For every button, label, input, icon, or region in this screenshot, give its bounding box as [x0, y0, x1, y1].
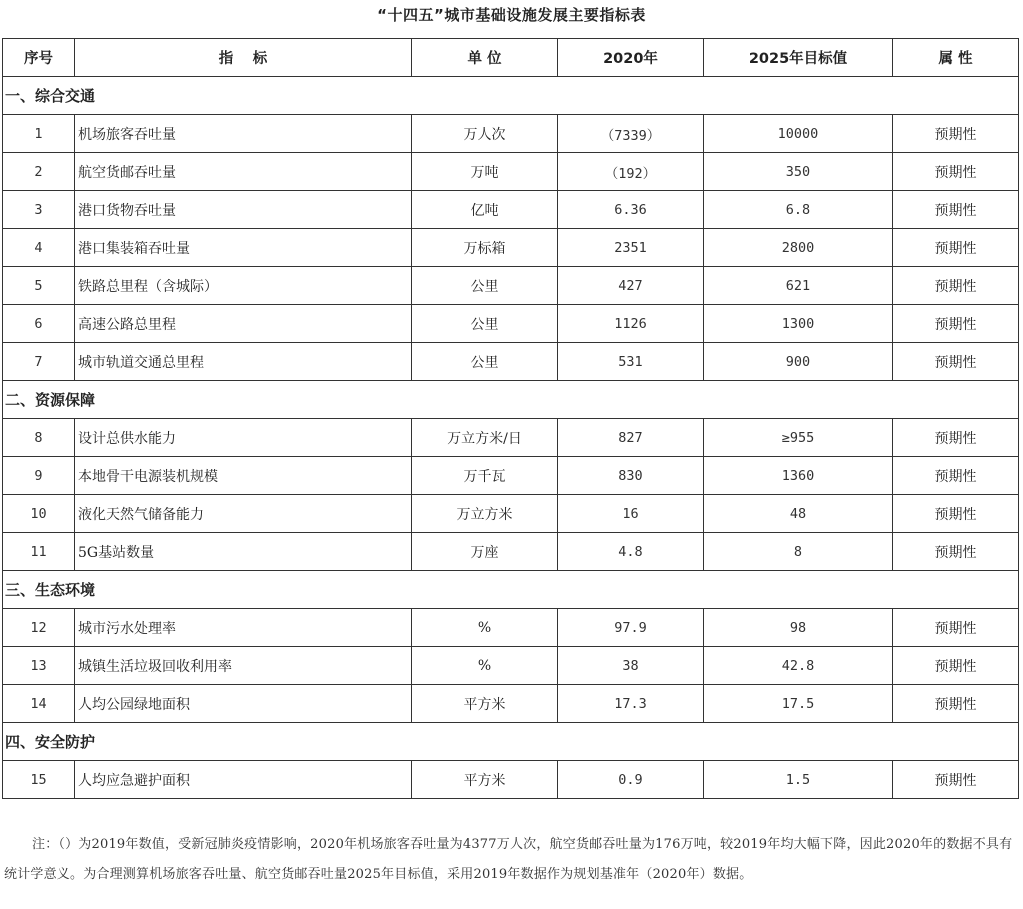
target-2025-cell: 1.5 [704, 761, 893, 799]
target-2025-cell: 350 [704, 153, 893, 191]
table-row [3, 647, 1019, 685]
unit-cell: 公里 [412, 267, 558, 305]
attribute-cell: 预期性 [893, 305, 1019, 343]
header-unit: 单 位 [412, 39, 558, 77]
unit-cell: 万吨 [412, 153, 558, 191]
unit-cell: 万座 [412, 533, 558, 571]
value-2020-cell: 16 [558, 495, 704, 533]
attribute-cell: 预期性 [893, 609, 1019, 647]
target-2025-cell: 10000 [704, 115, 893, 153]
table-row [3, 533, 1019, 571]
row-number-cell: 12 [3, 609, 75, 647]
table-row [3, 305, 1019, 343]
attribute-cell: 预期性 [893, 761, 1019, 799]
table-row [3, 153, 1019, 191]
indicator-name-cell: 机场旅客吞吐量 [75, 115, 412, 153]
target-2025-cell: 2800 [704, 229, 893, 267]
row-number-cell: 10 [3, 495, 75, 533]
table-header-row [3, 39, 1019, 77]
table-row [3, 115, 1019, 153]
target-2025-cell: 1300 [704, 305, 893, 343]
target-2025-cell: 621 [704, 267, 893, 305]
attribute-cell: 预期性 [893, 647, 1019, 685]
value-2020-cell: 427 [558, 267, 704, 305]
value-2020-cell: 531 [558, 343, 704, 381]
row-number-cell: 3 [3, 191, 75, 229]
value-2020-cell: （192） [558, 153, 704, 191]
indicator-name-cell: 城市轨道交通总里程 [75, 343, 412, 381]
attribute-cell: 预期性 [893, 457, 1019, 495]
value-2020-cell: 827 [558, 419, 704, 457]
indicator-name-cell: 液化天然气储备能力 [75, 495, 412, 533]
table-row [3, 609, 1019, 647]
table-row [3, 685, 1019, 723]
unit-cell: 万立方米 [412, 495, 558, 533]
attribute-cell: 预期性 [893, 495, 1019, 533]
value-2020-cell: 2351 [558, 229, 704, 267]
row-number-cell: 14 [3, 685, 75, 723]
table-row [3, 761, 1019, 799]
indicator-name-cell: 港口集装箱吞吐量 [75, 229, 412, 267]
attribute-cell: 预期性 [893, 267, 1019, 305]
indicator-name-cell: 人均应急避护面积 [75, 761, 412, 799]
table-row [3, 419, 1019, 457]
table-row [3, 457, 1019, 495]
header-indicator: 指 标 [75, 39, 412, 77]
value-2020-cell: 38 [558, 647, 704, 685]
unit-cell: 平方米 [412, 761, 558, 799]
row-number-cell: 7 [3, 343, 75, 381]
indicator-name-cell: 城市污水处理率 [75, 609, 412, 647]
unit-cell: 亿吨 [412, 191, 558, 229]
value-2020-cell: （7339） [558, 115, 704, 153]
target-2025-cell: ≥955 [704, 419, 893, 457]
section-row [3, 77, 1019, 115]
unit-cell: 万人次 [412, 115, 558, 153]
indicator-name-cell: 人均公园绿地面积 [75, 685, 412, 723]
indicator-table [2, 38, 1019, 799]
footnote: 注：（）为2019年数值，受新冠肺炎疫情影响，2020年机场旅客吞吐量为4377万人次，航空货邮吞吐量为176万吨，较2019年均大幅下降，因此2020年的数据不具有统计学意义。为合理测算机场旅客吞吐量、航空货邮吞吐量2025年目标值，采用2019年数据作为规划基准年（2020年）数据。 [4, 837, 1013, 882]
section-row [3, 723, 1019, 761]
indicator-name-cell: 高速公路总里程 [75, 305, 412, 343]
target-2025-cell: 98 [704, 609, 893, 647]
unit-cell: 公里 [412, 343, 558, 381]
row-number-cell: 4 [3, 229, 75, 267]
table-row [3, 343, 1019, 381]
unit-cell: 万千瓦 [412, 457, 558, 495]
header-2020: 2020年 [558, 39, 704, 77]
indicator-name-cell: 设计总供水能力 [75, 419, 412, 457]
attribute-cell: 预期性 [893, 419, 1019, 457]
row-number-cell: 13 [3, 647, 75, 685]
row-number-cell: 6 [3, 305, 75, 343]
indicator-name-cell: 5G基站数量 [75, 533, 412, 571]
section-row [3, 381, 1019, 419]
row-number-cell: 2 [3, 153, 75, 191]
target-2025-cell: 48 [704, 495, 893, 533]
row-number-cell: 5 [3, 267, 75, 305]
value-2020-cell: 0.9 [558, 761, 704, 799]
indicator-name-cell: 港口货物吞吐量 [75, 191, 412, 229]
indicator-name-cell: 航空货邮吞吐量 [75, 153, 412, 191]
section-title: 三、生态环境 [3, 571, 1019, 609]
target-2025-cell: 900 [704, 343, 893, 381]
attribute-cell: 预期性 [893, 229, 1019, 267]
header-attribute: 属 性 [893, 39, 1019, 77]
section-title: 一、综合交通 [3, 77, 1019, 115]
row-number-cell: 11 [3, 533, 75, 571]
table-body [3, 77, 1019, 799]
attribute-cell: 预期性 [893, 343, 1019, 381]
table-row [3, 495, 1019, 533]
row-number-cell: 15 [3, 761, 75, 799]
attribute-cell: 预期性 [893, 685, 1019, 723]
table-row [3, 229, 1019, 267]
header-seq: 序号 [3, 39, 75, 77]
value-2020-cell: 97.9 [558, 609, 704, 647]
value-2020-cell: 4.8 [558, 533, 704, 571]
target-2025-cell: 17.5 [704, 685, 893, 723]
unit-cell: 万标箱 [412, 229, 558, 267]
unit-cell: % [412, 609, 558, 647]
value-2020-cell: 17.3 [558, 685, 704, 723]
row-number-cell: 8 [3, 419, 75, 457]
unit-cell: % [412, 647, 558, 685]
section-title: 四、安全防护 [3, 723, 1019, 761]
attribute-cell: 预期性 [893, 115, 1019, 153]
page-title: “十四五”城市基础设施发展主要指标表 [377, 6, 646, 24]
attribute-cell: 预期性 [893, 191, 1019, 229]
header-target: 2025年目标值 [704, 39, 893, 77]
unit-cell: 万立方米/日 [412, 419, 558, 457]
section-title: 二、资源保障 [3, 381, 1019, 419]
target-2025-cell: 42.8 [704, 647, 893, 685]
attribute-cell: 预期性 [893, 533, 1019, 571]
indicator-name-cell: 本地骨干电源装机规模 [75, 457, 412, 495]
unit-cell: 平方米 [412, 685, 558, 723]
table-row [3, 267, 1019, 305]
table-row [3, 191, 1019, 229]
indicator-name-cell: 城镇生活垃圾回收利用率 [75, 647, 412, 685]
target-2025-cell: 8 [704, 533, 893, 571]
value-2020-cell: 6.36 [558, 191, 704, 229]
attribute-cell: 预期性 [893, 153, 1019, 191]
value-2020-cell: 1126 [558, 305, 704, 343]
row-number-cell: 9 [3, 457, 75, 495]
target-2025-cell: 1360 [704, 457, 893, 495]
row-number-cell: 1 [3, 115, 75, 153]
unit-cell: 公里 [412, 305, 558, 343]
target-2025-cell: 6.8 [704, 191, 893, 229]
section-row [3, 571, 1019, 609]
value-2020-cell: 830 [558, 457, 704, 495]
indicator-name-cell: 铁路总里程（含城际） [75, 267, 412, 305]
